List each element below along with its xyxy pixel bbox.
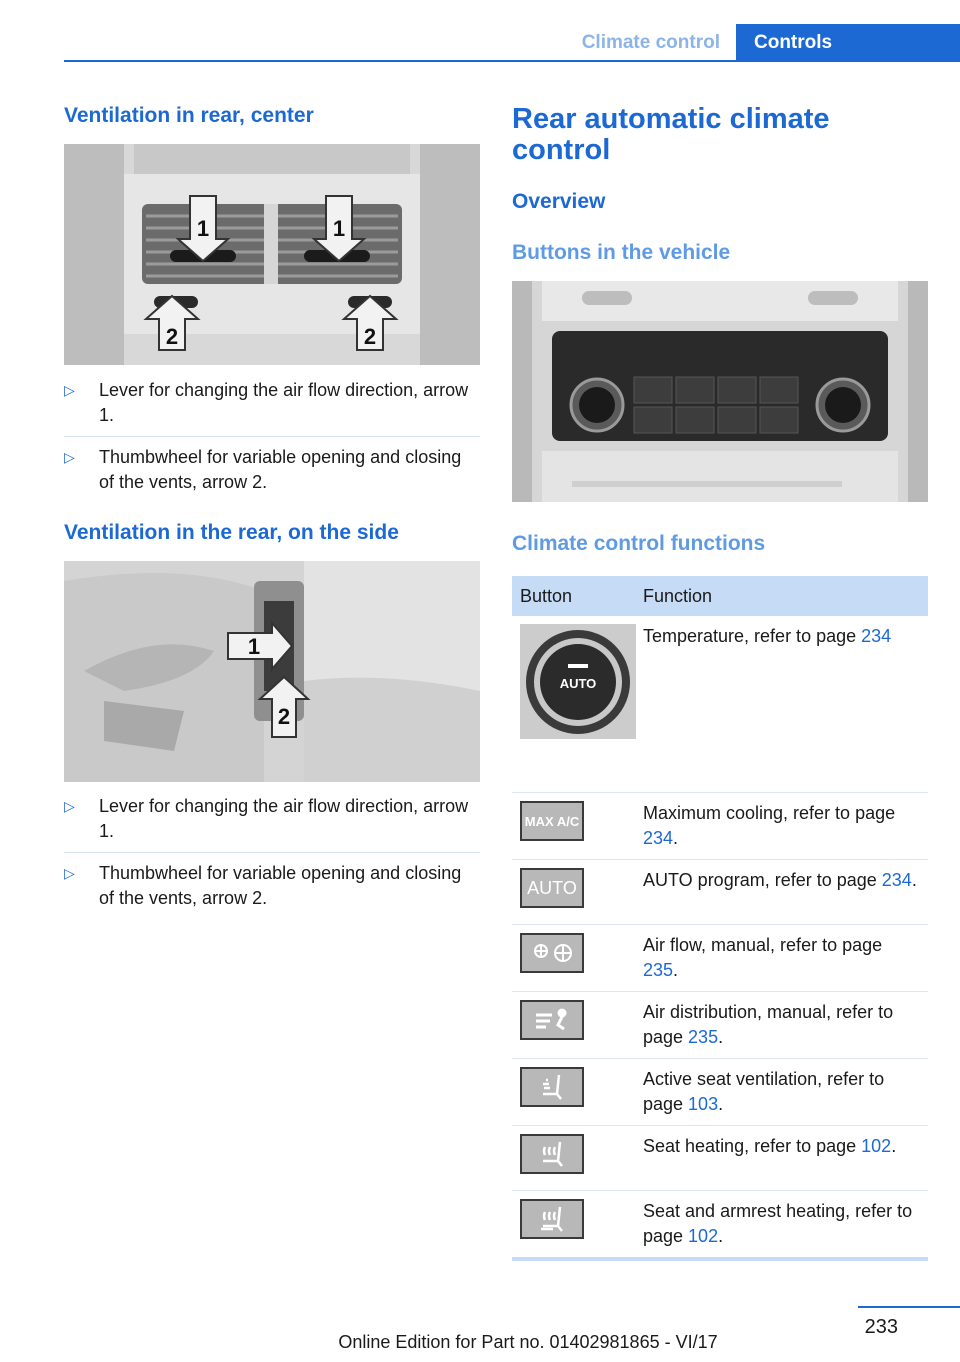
max-ac-icon: MAX A/C	[520, 801, 584, 841]
auto-icon: AUTO	[520, 868, 584, 908]
page-link[interactable]: 235	[643, 960, 674, 980]
rear-center-vent-photo	[64, 144, 480, 365]
table-header	[512, 576, 928, 616]
rear-climate-panel-photo	[512, 281, 928, 502]
triangle-bullet-icon: ▷	[64, 798, 75, 814]
table-bottom-rule	[512, 1257, 928, 1261]
heading-buttons-in-vehicle: Buttons in the vehicle	[512, 241, 731, 264]
page-link[interactable]: 103	[688, 1094, 719, 1114]
list-item: ▷ Thumbwheel for variable opening and closing of the vents, arrow 2.	[64, 863, 462, 908]
svg-text:AUTO: AUTO	[559, 676, 597, 691]
table-row: Seat and armrest heating, refer to page 102.	[512, 1191, 928, 1257]
page-link[interactable]: 234	[881, 870, 912, 890]
climate-functions-table	[512, 576, 928, 1261]
arrow-label: 1	[247, 634, 261, 659]
heading-overview: Overview	[512, 190, 606, 213]
chapter-tab: Controls	[736, 24, 960, 62]
page-link[interactable]: 234	[861, 626, 892, 646]
footer-edition: Online Edition for Part no. 01402981865 - VI/17	[338, 1332, 718, 1352]
triangle-bullet-icon: ▷	[64, 449, 75, 465]
column-header-button: Button	[520, 585, 573, 606]
seat-armrest-heating-icon	[520, 1199, 584, 1239]
seat-ventilation-icon	[520, 1067, 584, 1107]
arrow-label: 2	[363, 324, 377, 349]
page-number: 233	[864, 1316, 898, 1338]
table-row: MAX A/C Maximum cooling, refer to page 234.	[512, 793, 928, 860]
temperature-knob-icon	[520, 624, 636, 739]
arrow-label: 1	[332, 216, 346, 241]
column-header-function: Function	[643, 585, 713, 606]
triangle-bullet-icon: ▷	[64, 865, 75, 881]
heading-climate-functions: Climate control functions	[512, 532, 766, 555]
table-row: Seat heating, refer to page 102.	[512, 1126, 928, 1191]
page-title: Rear automatic climate control	[512, 103, 830, 166]
header-rule	[64, 60, 960, 62]
page-link[interactable]: 235	[688, 1027, 719, 1047]
rear-center-list	[64, 378, 480, 503]
seat-heating-icon	[520, 1134, 584, 1174]
page-link[interactable]: 102	[861, 1136, 892, 1156]
list-item: ▷ Thumbwheel for variable opening and closing of the vents, arrow 2.	[64, 447, 462, 492]
table-row: Air flow, manual, refer to page 235.	[512, 925, 928, 992]
page-number-rule	[858, 1306, 960, 1308]
heading-ventilation-rear-side: Ventilation in the rear, on the side	[64, 521, 399, 544]
fan-icon	[520, 933, 584, 973]
heading-ventilation-rear-center: Ventilation in rear, center	[64, 104, 314, 127]
air-distribution-icon	[520, 1000, 584, 1040]
arrow-label: 1	[196, 216, 210, 241]
table-row: AUTO AUTO program, refer to page 234.	[512, 860, 928, 925]
rear-side-vent-photo	[64, 561, 480, 782]
list-item: ▷ Lever for changing the air flow direction, arrow 1.	[64, 378, 480, 437]
arrow-label: 2	[165, 324, 179, 349]
triangle-bullet-icon: ▷	[64, 382, 75, 398]
table-row: AUTO Temperature, refer to page 234	[512, 616, 928, 793]
rear-side-list	[64, 794, 480, 919]
table-row: Active seat ventilation, refer to page 103.	[512, 1059, 928, 1126]
arrow-label: 2	[277, 704, 291, 729]
table-row: Air distribution, manual, refer to page 235.	[512, 992, 928, 1059]
list-item: ▷ Lever for changing the air flow direction, arrow 1.	[64, 794, 480, 853]
page-link[interactable]: 102	[688, 1226, 719, 1246]
section-title: Climate control	[581, 32, 720, 53]
page-link[interactable]: 234	[643, 828, 674, 848]
